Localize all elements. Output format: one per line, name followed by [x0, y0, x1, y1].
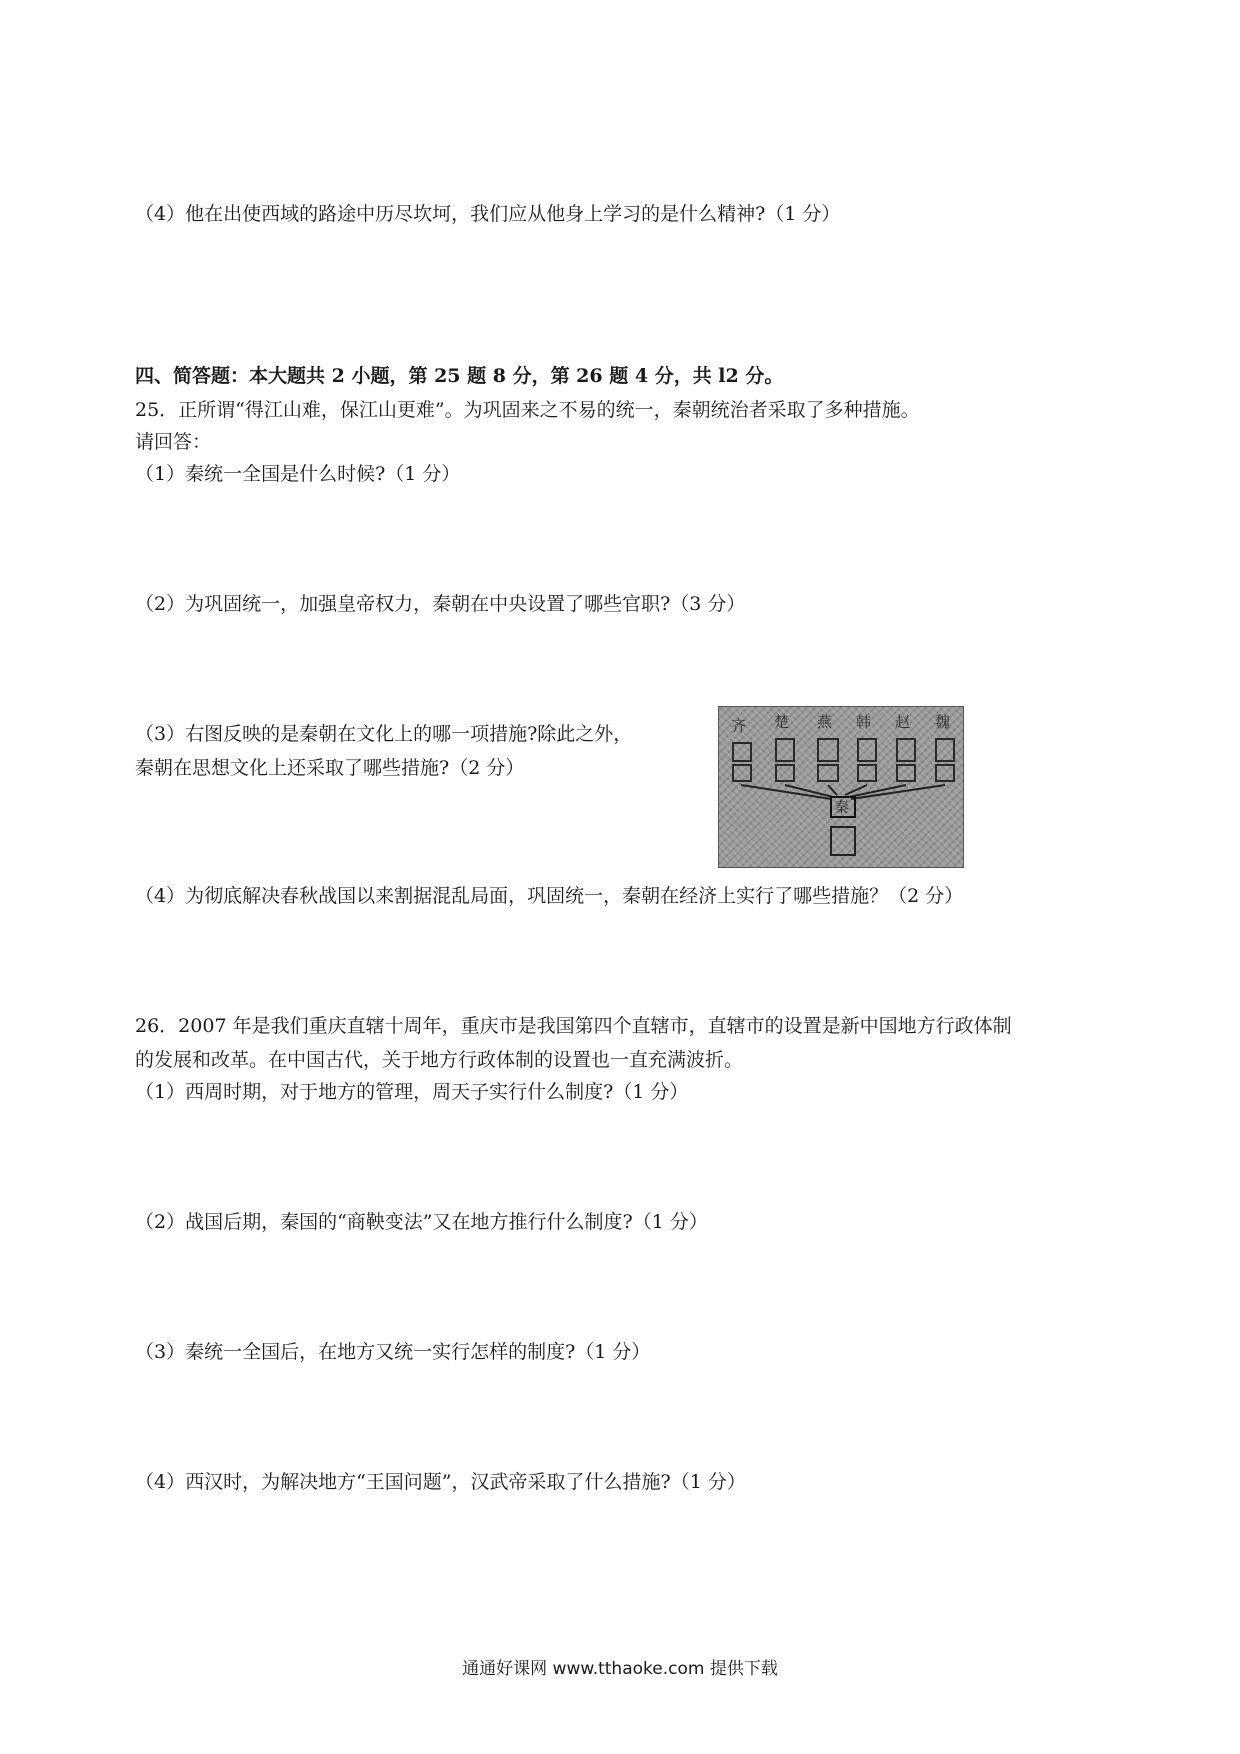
- question-25-2: （2）为巩固统一，加强皇帝权力，秦朝在中央设置了哪些官职?（3 分）: [135, 593, 746, 615]
- question-25-1: （1）秦统一全国是什么时候?（1 分）: [135, 463, 461, 485]
- page-footer: 通通好课网 www.tthaoke.com 提供下载: [462, 1659, 778, 1679]
- figure-label-qi: 齐: [731, 717, 747, 735]
- figure-label-chu: 楚: [774, 713, 790, 731]
- figure-label-wei: 魏: [935, 713, 951, 731]
- figure-label-qin: 秦: [834, 798, 850, 816]
- question-25-3-line1: （3）右图反映的是秦朝在文化上的哪一项措施?除此之外，: [135, 723, 633, 745]
- question-25-prompt: 请回答：: [135, 431, 212, 453]
- question-26-1: （1）西周时期，对于地方的管理，周天子实行什么制度?（1 分）: [135, 1081, 689, 1103]
- qin-glyph-bottom: [831, 827, 855, 855]
- question-25-4: （4）为彻底解决春秋战国以来割据混乱局面，巩固统一，秦朝在经济上实行了哪些措施？（2 分）: [135, 885, 964, 907]
- question-26-3: （3）秦统一全国后，在地方又统一实行怎样的制度?（1 分）: [135, 1341, 651, 1363]
- section-heading: 四、简答题：本大题共 2 小题，第 25 题 8 分，第 26 题 4 分，共 l2 分。: [135, 365, 784, 387]
- question-26-stem-line1: 26．2007 年是我们重庆直辖十周年，重庆市是我国第四个直辖市，直辖市的设置是新中国地方行政体制: [135, 1015, 1012, 1037]
- seal-script-figure: [718, 706, 964, 868]
- glyph-rows: [733, 739, 954, 781]
- question-26-2: （2）战国后期，秦国的“商鞅变法”又在地方推行什么制度?（1 分）: [135, 1211, 708, 1233]
- figure-label-han: 韩: [856, 713, 872, 731]
- question-24-4: （4）他在出使西域的路途中历尽坎坷，我们应从他身上学习的是什么精神?（1 分）: [135, 203, 841, 225]
- question-25-stem: 25．正所谓“得江山难，保江山更难”。为巩固来之不易的统一，秦朝统治者采取了多种措施。: [135, 399, 920, 421]
- question-25-3-line2: 秦朝在思想文化上还采取了哪些措施?（2 分）: [135, 757, 525, 779]
- figure-label-zhao: 赵: [895, 713, 911, 731]
- question-26-4: （4）西汉时，为解决地方“王国问题”，汉武帝采取了什么措施?（1 分）: [135, 1471, 746, 1493]
- character-labels: [731, 713, 950, 816]
- figure-label-yan: 燕: [817, 713, 833, 731]
- question-26-stem-line2: 的发展和改革。在中国古代，关于地方行政体制的设置也一直充满波折。: [135, 1049, 744, 1071]
